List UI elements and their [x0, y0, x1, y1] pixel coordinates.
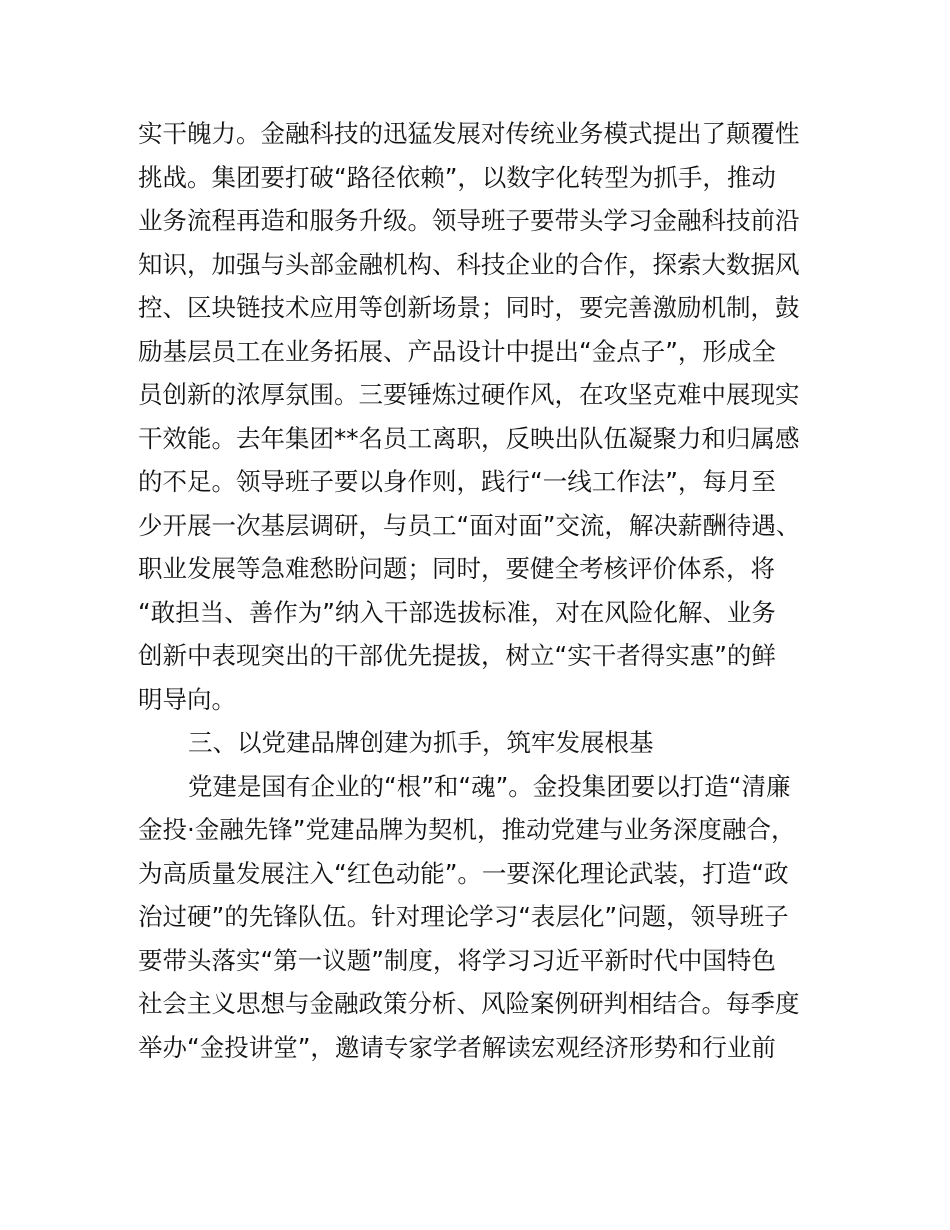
paragraph-line: 挑战。集团要打破“路径依赖”，以数字化转型为抓手，推动 — [138, 162, 776, 192]
paragraph-line: 实干魄力。金融科技的迅猛发展对传统业务模式提出了颠覆性 — [138, 119, 800, 148]
paragraph-line: 金投·金融先锋”党建品牌为契机，推动党建与业务深度融合， — [138, 815, 796, 844]
paragraph-line: 励基层员工在业务拓展、产品设计中提出“金点子”，形成全 — [138, 336, 776, 366]
paragraph-line: 社会主义思想与金融政策分析、风险案例研判相结合。每季度 — [138, 989, 800, 1018]
paragraph-line: 少开展一次基层调研，与员工“面对面”交流，解决薪酬待遇、 — [138, 510, 801, 540]
paragraph-line: 知识，加强与头部金融机构、科技企业的合作，探索大数据风 — [138, 249, 800, 279]
paragraph-line: 业务流程再造和服务升级。领导班子要带头学习金融科技前沿 — [138, 206, 800, 235]
paragraph-line: 职业发展等急难愁盼问题；同时，要健全考核评价体系，将 — [138, 554, 775, 583]
paragraph-line: 明导向。 — [138, 684, 236, 714]
paragraph-line: 创新中表现突出的干部优先提拔，树立“实干者得实惠”的鲜 — [138, 641, 776, 670]
paragraph-line: 干效能。去年集团**名员工离职，反映出队伍凝聚力和归属感 — [138, 423, 800, 453]
document-body — [138, 112, 838, 1069]
paragraph-line: 党建是国有企业的“根”和“魂”。金投集团要以打造“清廉 — [188, 771, 791, 801]
paragraph-line: 控、区块链技术应用等创新场景；同时，要完善激励机制，鼓 — [138, 293, 800, 322]
paragraph-line: 为高质量发展注入“红色动能”。一要深化理论武装，打造“政 — [138, 858, 789, 888]
paragraph-line: 要带头落实“第一议题”制度，将学习习近平新时代中国特色 — [138, 945, 776, 975]
paragraph-line: 的不足。领导班子要以身作则，践行“一线工作法”，每月至 — [138, 467, 776, 496]
paragraph-line: 举办“金投讲堂”，邀请专家学者解读宏观经济形势和行业前 — [138, 1032, 776, 1062]
paragraph-line: 员创新的浓厚氛围。三要锤炼过硬作风，在攻坚克难中展现实 — [138, 380, 800, 409]
paragraph-line: “敢担当、善作为”纳入干部选拔标准，对在风险化解、业务 — [138, 597, 776, 627]
section-heading: 三、以党建品牌创建为抓手，筑牢发展根基 — [188, 728, 654, 757]
paragraph-line: 治过硬”的先锋队伍。针对理论学习“表层化”问题，领导班子 — [138, 902, 789, 931]
